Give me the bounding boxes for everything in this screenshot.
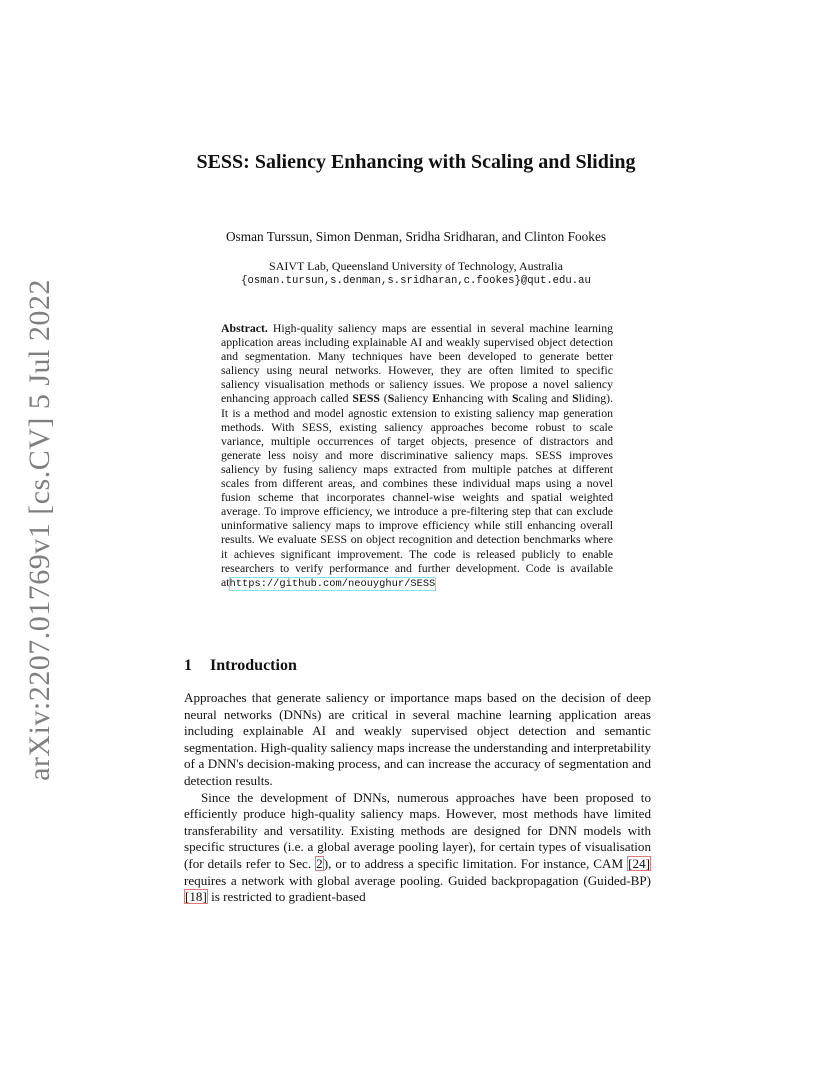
introduction-body [184,690,651,906]
acronym-word-caling: caling and [518,391,569,406]
expansion-open: ( [383,391,388,406]
author-list: Osman Turssun, Simon Denman, Sridha Sridharan, and Clinton Fookes [225,229,607,244]
abstract-label: Abstract. [221,321,268,335]
paragraph-2-part-a: Since the development of DNNs, numerous approaches have been proposed to efficiently produce high-quality saliency maps. However, most methods have limited transferability and versatility. Existing methods are designed for DNN models with specific structures (i.e. a global average pooling layer), for certain types of visualisation (for details refer to Sec. [184,789,651,871]
acronym-letter-s2: S [511,391,519,406]
abstract [221,321,613,591]
section-heading-introduction [184,657,297,675]
paragraph-2-part-c: requires a network with global average pooling. Guided backpropagation (Guided-BP) [184,872,651,888]
acronym-word-nhancing: nhancing with [440,391,509,406]
acronym-letter-s3: S [572,391,579,406]
code-link[interactable]: https://github.com/neouyghur/SESS [229,577,436,590]
paper-title: SESS: Saliency Enhancing with Scaling and Sliding [196,151,636,173]
paragraph-2-part-b: ), or to address a specific limitation. For instance, CAM [323,855,624,871]
abstract-text-2: It is a method and model agnostic extension to existing saliency map generation methods. With SESS, existing saliency approaches become robust to scale variance, multiple occurrences of target objects, presence of distractors and generate less noisy and more discriminative saliency maps. SESS improves saliency by fusing saliency maps extracted from multiple patches at different scales from different areas, and combines these individual maps using a novel fusion scheme that incorporates channel-wise weights and spatial weighted average. To improve efficiency, we introduce a pre-filtering step that can exclude uninformative saliency maps to improve efficiency while still enhancing overall results. We evaluate SESS on object recognition and detection benchmarks where it achieves significant improvement. The code is released publicly to enable researchers to verify performance and further development. Code is available at [221,405,613,589]
section-title: Introduction [210,657,297,674]
acronym-letter-s1: S [387,391,395,406]
paragraph-2 [184,790,651,906]
affiliation-block [184,259,648,289]
citation-24[interactable]: [24] [628,855,650,871]
ref-section-2[interactable]: 2 [316,855,323,871]
section-number: 1 [184,657,192,674]
citation-18[interactable]: [18] [185,889,207,905]
paragraph-1: Approaches that generate saliency or importance maps based on the decision of deep neural networks (DNNs) are critical in several machine learning application areas including explainable AI and weakly supervised object detection and semantic segmentation. High-quality saliency maps increase the understanding and interpretability of a DNN's decision-making process, and can increase the accuracy of segmentation and detection results. [184,690,651,788]
abstract-text-1: High-quality saliency maps are essential in several machine learning application areas including explainable AI and weakly supervised object detection and segmentation. Many techniques have been developed to generate better saliency using neural networks. However, they are often limited to specific saliency visualisation methods or saliency issues. We propose a novel saliency enhancing approach called [221,321,613,406]
arxiv-identifier-stamp[interactable]: arXiv:2207.01769v1 [cs.CV] 5 Jul 2022 [23,279,56,781]
affiliation: SAIVT Lab, Queensland University of Technology, Australia [269,259,563,273]
sess-name: SESS [352,391,380,406]
acronym-letter-e: E [432,391,441,406]
acronym-word-liding: liding). [578,391,614,406]
paragraph-2-part-d: is restricted to gradient-based [211,889,366,905]
author-emails: {osman.tursun,s.denman,s.sridharan,c.fookes}@qut.edu.au [241,275,591,287]
acronym-word-aliency: aliency [394,391,429,406]
